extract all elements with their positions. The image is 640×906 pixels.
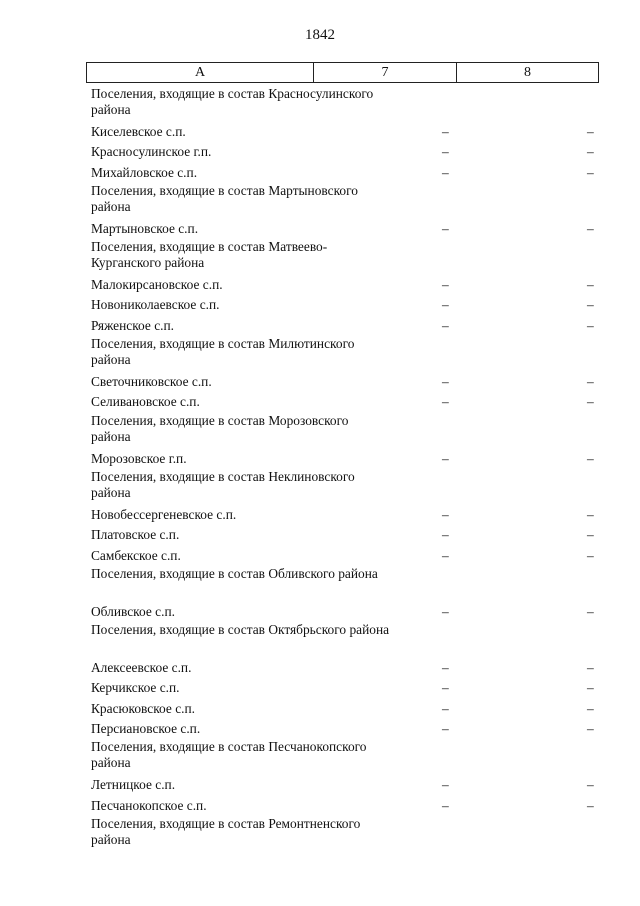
- cell-col-7: –: [442, 317, 449, 333]
- settlement-name: Морозовское г.п.: [91, 450, 187, 466]
- group-heading-row: [86, 413, 599, 449]
- settlement-name: Персиановское с.п.: [91, 721, 201, 737]
- group-heading: Поселения, входящие в состав Ремонтненского района: [91, 815, 361, 847]
- settlement-name: Новониколаевское с.п.: [91, 297, 220, 313]
- table-header: [86, 62, 599, 83]
- cell-col-8: –: [587, 777, 594, 793]
- settlement-name: Алексеевское с.п.: [91, 660, 192, 676]
- settlement-name: Песчанокопское с.п.: [91, 797, 207, 813]
- table-row: [86, 219, 599, 239]
- settlement-name: Керчикское с.п.: [91, 680, 180, 696]
- table-row: [86, 295, 599, 315]
- settlement-name: Красюковское с.п.: [91, 700, 196, 716]
- table-row: [86, 525, 599, 545]
- cell-col-8: –: [587, 374, 594, 390]
- cell-col-7: –: [442, 527, 449, 543]
- cell-col-8: –: [587, 124, 594, 139]
- cell-col-7: –: [442, 700, 449, 716]
- settlement-name: Светочниковское с.п.: [91, 374, 212, 390]
- cell-col-7: –: [442, 547, 449, 563]
- cell-col-7: –: [442, 124, 449, 139]
- cell-col-7: –: [442, 660, 449, 676]
- cell-col-7: –: [442, 603, 449, 619]
- cell-col-7: –: [442, 777, 449, 793]
- group-heading: Поселения, входящие в состав Красносулинского района: [91, 86, 374, 117]
- group-heading: Поселения, входящие в состав Матвеево-Курганского района: [91, 239, 328, 271]
- cell-col-8: –: [587, 700, 594, 716]
- table-row: [86, 699, 599, 719]
- cell-col-8: –: [587, 164, 594, 180]
- cell-col-8: –: [587, 680, 594, 696]
- cell-col-8: –: [587, 220, 594, 236]
- cell-col-7: –: [442, 450, 449, 466]
- group-heading: Поселения, входящие в состав Октябрьского района: [91, 622, 390, 638]
- cell-col-7: –: [442, 374, 449, 390]
- cell-col-8: –: [587, 297, 594, 313]
- table-row: [86, 678, 599, 698]
- settlement-name: Малокирсановское с.п.: [91, 277, 223, 293]
- group-heading-row: [86, 622, 599, 658]
- group-heading: Поселения, входящие в состав Милютинского района: [91, 336, 355, 368]
- table-row: [86, 505, 599, 525]
- cell-col-8: –: [587, 603, 594, 619]
- column-header-8: 8: [524, 64, 531, 80]
- table-row: [86, 372, 599, 392]
- group-heading: Поселения, входящие в состав Морозовского района: [91, 412, 349, 444]
- group-heading: Поселения, входящие в состав Неклиновского района: [91, 468, 355, 500]
- group-heading-row: [86, 469, 599, 505]
- table-row: [86, 316, 599, 336]
- settlement-name: Новобессергеневское с.п.: [91, 506, 237, 522]
- settlement-name: Киселевское с.п.: [91, 124, 186, 139]
- group-heading-row: [86, 239, 599, 275]
- cell-col-8: –: [587, 394, 594, 410]
- group-heading-row: [86, 336, 599, 372]
- table-row: [86, 796, 599, 816]
- group-heading: Поселения, входящие в состав Песчанокопского района: [91, 739, 367, 771]
- cell-col-7: –: [442, 394, 449, 410]
- cell-col-8: –: [587, 547, 594, 563]
- group-heading: Поселения, входящие в состав Мартыновского района: [91, 182, 358, 214]
- group-heading-row: [86, 566, 599, 602]
- group-heading-row: [86, 86, 599, 122]
- cell-col-8: –: [587, 450, 594, 466]
- cell-col-7: –: [442, 680, 449, 696]
- table-row: [86, 602, 599, 622]
- cell-col-8: –: [587, 144, 594, 160]
- table-row: [86, 775, 599, 795]
- cell-col-8: –: [587, 506, 594, 522]
- table-body: [86, 86, 599, 852]
- cell-col-7: –: [442, 721, 449, 737]
- cell-col-7: –: [442, 297, 449, 313]
- cell-col-8: –: [587, 797, 594, 813]
- cell-col-7: –: [442, 277, 449, 293]
- settlement-name: Мартыновское с.п.: [91, 220, 199, 236]
- cell-col-8: –: [587, 721, 594, 737]
- column-header-7: 7: [314, 63, 457, 82]
- settlement-name: Платовское с.п.: [91, 527, 180, 543]
- settlement-name: Ряженское с.п.: [91, 317, 175, 333]
- cell-col-7: –: [442, 164, 449, 180]
- column-header-a: А: [87, 63, 314, 82]
- group-heading-row: [86, 816, 599, 852]
- group-heading: Поселения, входящие в состав Обливского района: [91, 565, 378, 581]
- table-row: [86, 122, 599, 142]
- settlement-name: Михайловское с.п.: [91, 164, 198, 180]
- settlement-name: Летницкое с.п.: [91, 777, 176, 793]
- cell-col-7: –: [442, 797, 449, 813]
- table-row: [86, 142, 599, 162]
- group-heading-row: [86, 739, 599, 775]
- settlement-name: Самбекское с.п.: [91, 547, 181, 563]
- cell-col-8: –: [587, 527, 594, 543]
- table-row: [86, 658, 599, 678]
- group-heading-row: [86, 183, 599, 219]
- table-row: [86, 392, 599, 412]
- cell-col-7: –: [442, 144, 449, 160]
- page-number: 1842: [305, 27, 335, 43]
- cell-col-7: –: [442, 506, 449, 522]
- cell-col-7: –: [442, 220, 449, 236]
- table-row: [86, 449, 599, 469]
- table-row: [86, 546, 599, 566]
- settlement-name: Селивановское с.п.: [91, 394, 200, 410]
- cell-col-8: –: [587, 317, 594, 333]
- settlement-name: Обливское с.п.: [91, 603, 175, 619]
- settlement-name: Красносулинское г.п.: [91, 144, 212, 160]
- table-row: [86, 719, 599, 739]
- table-row: [86, 163, 599, 183]
- cell-col-8: –: [587, 660, 594, 676]
- table-row: [86, 275, 599, 295]
- cell-col-8: –: [587, 277, 594, 293]
